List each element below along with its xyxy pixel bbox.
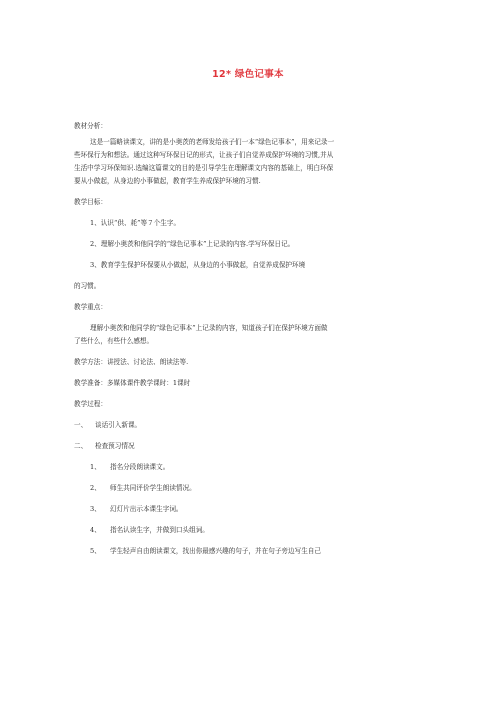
key-points-line: 理解小奥茨和他同学的“绿色记事本”上记录的内容，知道孩子们在保护环境方面做 (90, 324, 328, 332)
analysis-heading: 教材分析： (74, 122, 107, 130)
analysis-line: 要从小做起，从身边的小事做起，教育学生养成保护环境的习惯. (74, 177, 261, 185)
section-text: 检查预习情况 (95, 442, 135, 450)
step-number: 3、 (90, 505, 101, 513)
goal-item: 1、认识“供、耗”等７个生字。 (90, 219, 181, 227)
key-points-heading: 教学重点： (74, 303, 107, 311)
step-text: 学生轻声自由朗读课文，找出你最感兴趣的句子，并在句子旁边写生自己 (110, 547, 321, 555)
step-item (90, 547, 321, 555)
section-item (74, 442, 135, 450)
goal-item: 2、理解小奥茨和他同学的“绿色记事本”上记录的内容.学写环保日记。 (90, 240, 295, 248)
step-number: 2、 (90, 484, 101, 492)
step-text: 师生共同评价学生朗读情况。 (110, 484, 196, 492)
section-number: 一、 (74, 421, 88, 429)
step-number: 4、 (90, 526, 101, 534)
step-item (90, 484, 196, 492)
goals-heading: 教学目标： (74, 198, 107, 206)
section-number: 二、 (74, 442, 88, 450)
analysis-line: 些环保行为和想法。通过这种写环保日记的形式，让孩子们自觉养成保护环境的习惯,并从 (74, 151, 334, 159)
step-number: 5、 (90, 547, 101, 555)
section-text: 谈话引入新课。 (95, 421, 142, 429)
step-number: 1、 (90, 463, 101, 471)
step-text: 指名认读生字，并做到口头组词。 (110, 526, 209, 534)
document-title: 12* 绿色记事本 (212, 69, 284, 80)
goal-item-continuation: 的习惯。 (74, 282, 101, 290)
process-heading: 教学过程： (74, 400, 107, 408)
key-points-line: 了些什么，有些什么感想。 (74, 337, 154, 345)
step-item (90, 505, 183, 513)
section-item (74, 421, 141, 429)
step-item (90, 463, 169, 471)
step-text: 指名分段朗读课文。 (110, 463, 170, 471)
analysis-line: 生活中学习环保知识.选编这篇课文的目的是引导学生在理解课文内容的基础上，明白环保 (74, 164, 334, 172)
teaching-method: 教学方法：讲授法、讨论法、朗读法等. (74, 358, 189, 366)
goal-item: 3、教育学生保护环保要从小做起，从身边的小事做起，自觉养成保护环境 (90, 261, 306, 269)
step-item (90, 526, 209, 534)
analysis-line: 这是一篇略读课文，讲的是小奥茨的老师发给孩子们一本“绿色记事本”，用来记录一 (90, 138, 335, 146)
step-text: 幻灯片出示本课生字词。 (110, 505, 183, 513)
teaching-preparation: 教学准备：多媒体课件教学课时：1课时 (74, 379, 191, 387)
